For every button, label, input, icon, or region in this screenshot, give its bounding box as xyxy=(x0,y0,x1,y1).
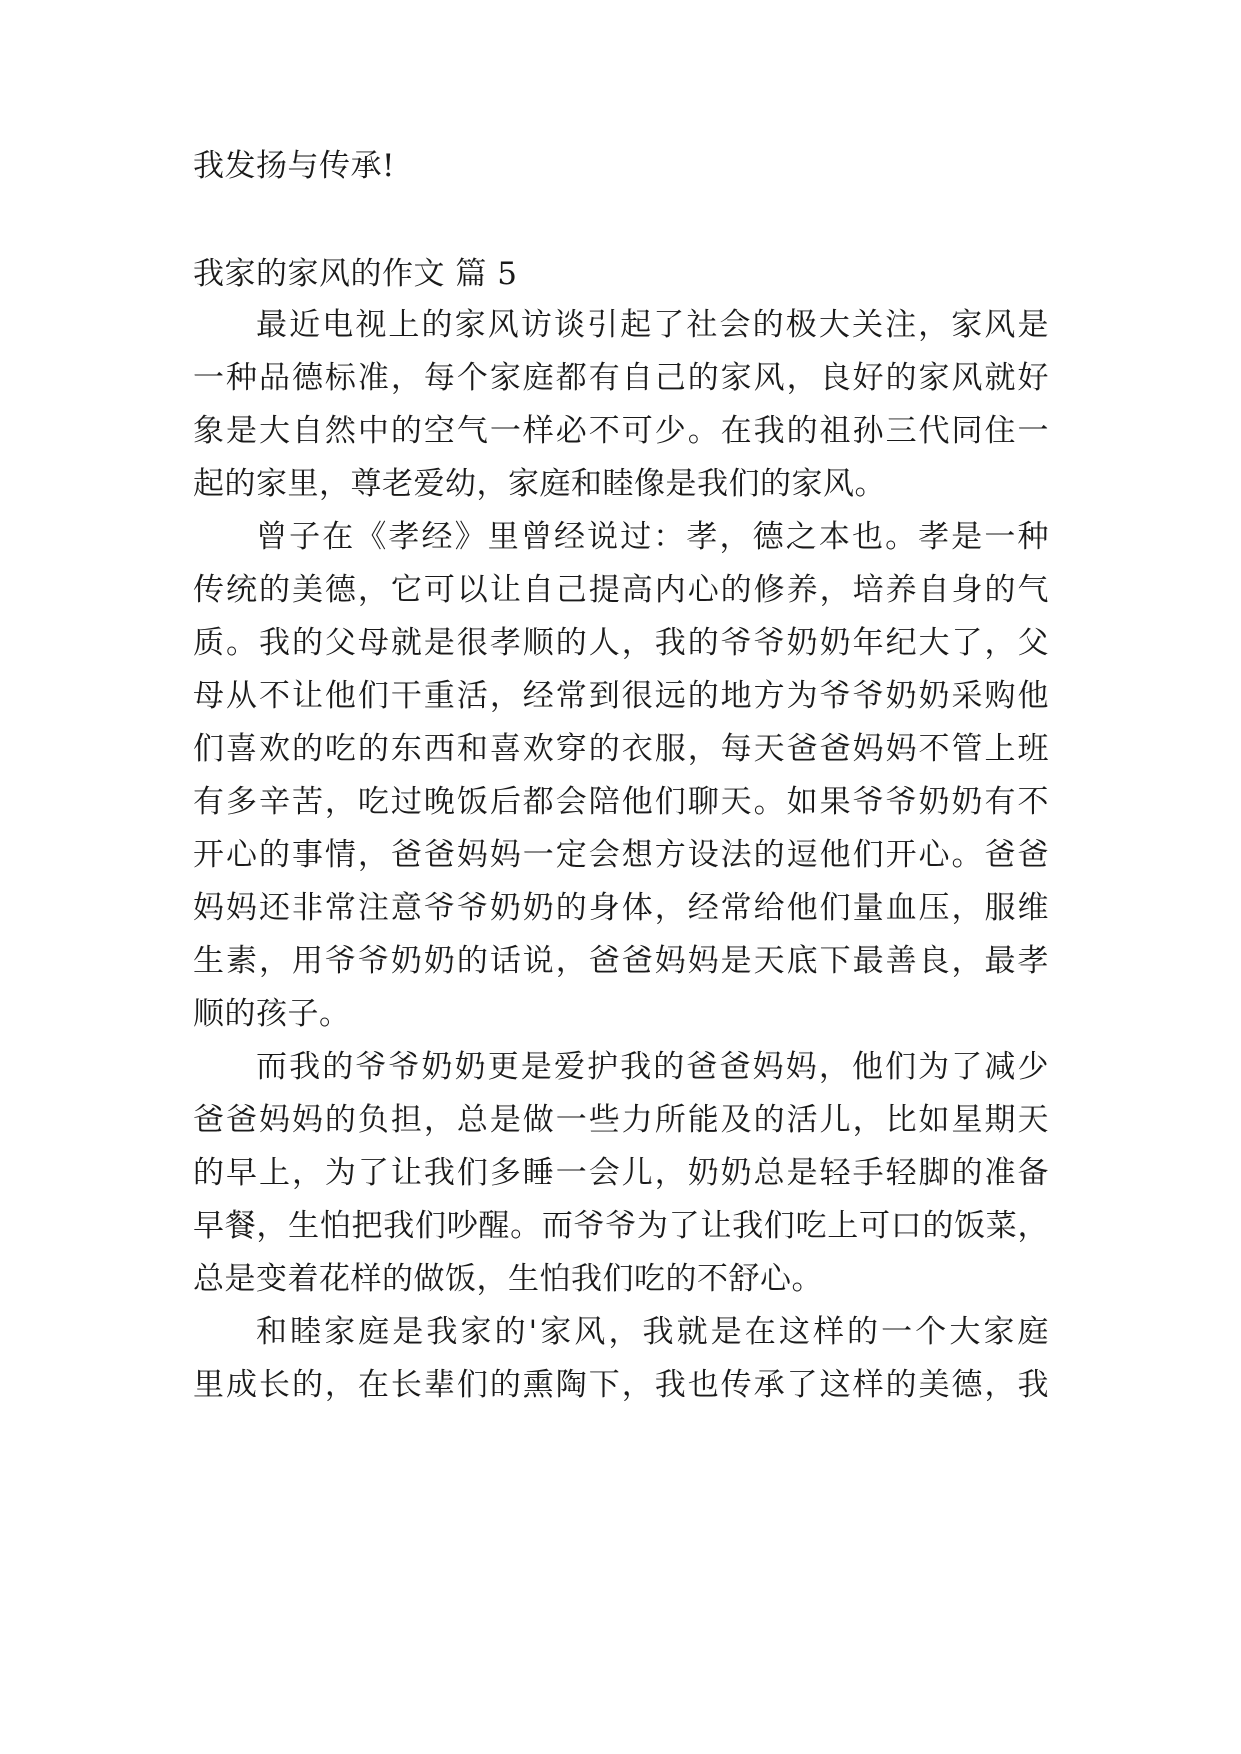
paragraph-3-line-2: 爸爸妈妈的负担，总是做一些力所能及的活儿，比如星期天 xyxy=(193,1102,1049,1138)
paragraph-1-line-4: 起的家里，尊老爱幼，家庭和睦像是我们的家风。 xyxy=(193,466,886,502)
paragraph-3-line-5: 总是变着花样的做饭，生怕我们吃的不舒心。 xyxy=(193,1261,823,1297)
essay-heading: 我家的家风的作文 篇 5 xyxy=(193,256,518,292)
paragraph-2-line-6: 有多辛苦，吃过晚饭后都会陪他们聊天。如果爷爷奶奶有不 xyxy=(193,784,1049,820)
paragraph-2-line-1: 曾子在《孝经》里曾经说过：孝，德之本也。孝是一种 xyxy=(256,519,1049,555)
paragraph-1-line-2: 一种品德标准，每个家庭都有自己的家风，良好的家风就好 xyxy=(193,360,1049,396)
paragraph-2-line-9: 生素，用爷爷奶奶的话说，爸爸妈妈是天底下最善良，最孝 xyxy=(193,943,1049,979)
paragraph-2-line-3: 质。我的父母就是很孝顺的人，我的爷爷奶奶年纪大了，父 xyxy=(193,625,1049,661)
paragraph-2-line-7: 开心的事情，爸爸妈妈一定会想方设法的逗他们开心。爸爸 xyxy=(193,837,1049,873)
paragraph-3-line-4: 早餐，生怕把我们吵醒。而爷爷为了让我们吃上可口的饭菜， xyxy=(193,1208,1049,1244)
paragraph-4-line-2: 里成长的，在长辈们的熏陶下，我也传承了这样的美德，我 xyxy=(193,1367,1049,1403)
paragraph-1-line-1: 最近电视上的家风访谈引起了社会的极大关注，家风是 xyxy=(256,307,1049,343)
carry-over-line: 我发扬与传承! xyxy=(193,148,395,184)
paragraph-2-line-2: 传统的美德，它可以让自己提高内心的修养，培养自身的气 xyxy=(193,572,1049,608)
paragraph-2-line-4: 母从不让他们干重活，经常到很远的地方为爷爷奶奶采购他 xyxy=(193,678,1049,714)
paragraph-2-line-8: 妈妈还非常注意爷爷奶奶的身体，经常给他们量血压，服维 xyxy=(193,890,1049,926)
paragraph-2-line-5: 们喜欢的吃的东西和喜欢穿的衣服，每天爸爸妈妈不管上班 xyxy=(193,731,1049,767)
paragraph-2-line-10: 顺的孩子。 xyxy=(193,996,351,1032)
paragraph-4-line-1: 和睦家庭是我家的'家风，我就是在这样的一个大家庭 xyxy=(256,1314,1049,1350)
paragraph-3-line-3: 的早上，为了让我们多睡一会儿，奶奶总是轻手轻脚的准备 xyxy=(193,1155,1049,1191)
paragraph-1-line-3: 象是大自然中的空气一样必不可少。在我的祖孙三代同住一 xyxy=(193,413,1049,449)
paragraph-3-line-1: 而我的爷爷奶奶更是爱护我的爸爸妈妈，他们为了减少 xyxy=(256,1049,1049,1085)
